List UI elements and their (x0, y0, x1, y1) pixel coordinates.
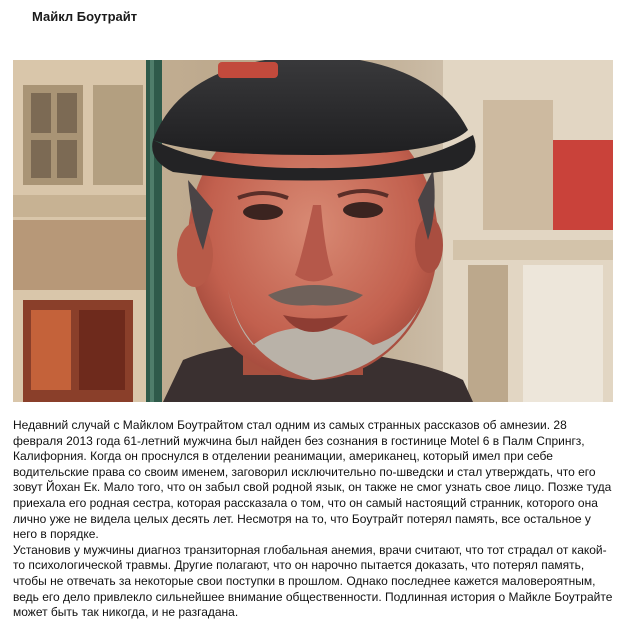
article-paragraph: Установив у мужчины диагноз транзиторная глобальная анемия, врачи считают, что тот страдал от какой-то психологической травмы. Другие полагают, что он нарочно пытается доказать, что потерял память, чтобы не отвечать за некоторые свои поступки в прошлом. Однако последнее кажется маловероятным, ведь его дело привлекло сильнейшее внимание общественности. Подлинная история о Майкле Боутрайте может быть так никогда, и не разгадана. (13, 542, 613, 620)
article-body (13, 418, 613, 621)
article-paragraph: Недавний случай с Майклом Боутрайтом стал одним из самых странных рассказов об амнезии. 28 февраля 2013 года 61-летний мужчина был найден без сознания в гостинице Motel 6 в Палм Спрингз, Калифорния. Когда он проснулся в отделении реанимации, американец, который имел при себе водительские права со своим именем, заговорил исключительно по-шведски и стал утверждать, что его зовут Йохан Ек. Мало того, что он забыл свой родной язык, он также не смог узнать свое лицо. Позже туда приехала его родная сестра, которая рассказала о том, что он самый настоящий странник, которого она лично уже не видела целых десять лет. Несмотря на то, что Боутрайт потерял память, все остальное у него в порядке. (13, 418, 612, 542)
portrait-illustration (13, 60, 613, 402)
article-title: Майкл Боутрайт (32, 9, 138, 24)
article-photo (13, 60, 613, 402)
